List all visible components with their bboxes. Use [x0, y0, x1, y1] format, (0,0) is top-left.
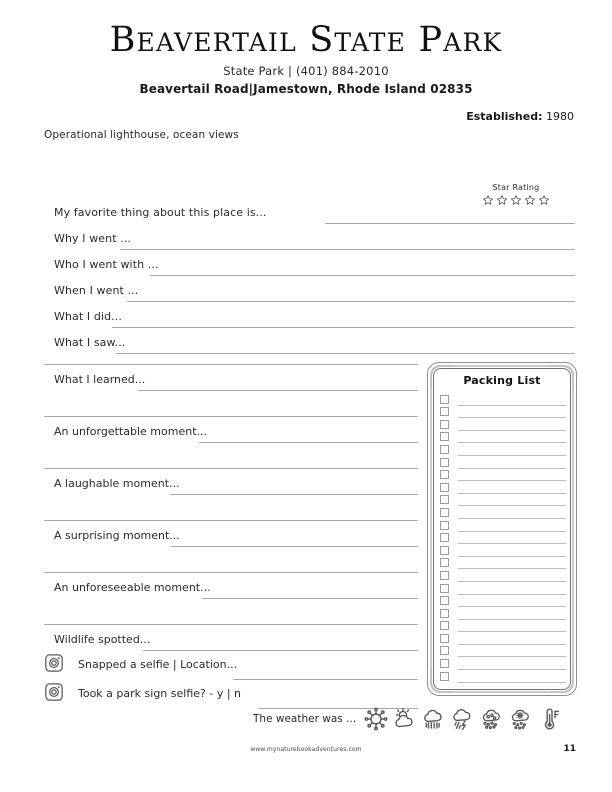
prompt-row	[44, 276, 575, 302]
thunderstorm-cloud-icon[interactable]	[451, 707, 475, 731]
packing-list-item	[440, 519, 566, 532]
packing-list-title: Packing List	[463, 374, 541, 387]
weather-icon-options[interactable]	[364, 707, 562, 731]
checkbox[interactable]	[440, 420, 449, 429]
prompt-row	[44, 417, 418, 443]
write-in-space[interactable]	[44, 547, 418, 572]
checkbox[interactable]	[440, 672, 449, 681]
sun-icon[interactable]	[364, 707, 388, 731]
checkbox[interactable]	[440, 495, 449, 504]
prompt-row	[44, 625, 418, 651]
packing-list-item	[440, 431, 566, 444]
page-title: Beavertail State Park	[109, 20, 503, 60]
prompt-label: Why I went ...	[54, 232, 132, 245]
checkbox[interactable]	[440, 521, 449, 530]
prompt-label: A surprising moment...	[54, 529, 180, 542]
checkbox[interactable]	[440, 584, 449, 593]
checkbox[interactable]	[440, 659, 449, 668]
rain-cloud-icon[interactable]	[422, 707, 446, 731]
prompt-row	[44, 328, 575, 354]
packing-list-item	[440, 657, 566, 670]
upper-prompt-section	[44, 198, 575, 354]
packing-list-item	[440, 469, 566, 482]
checkbox[interactable]	[440, 558, 449, 567]
park-description: Operational lighthouse, ocean views	[44, 129, 239, 141]
packing-list-item	[440, 544, 566, 557]
reflection-block	[44, 364, 418, 416]
reflection-block	[44, 416, 418, 468]
prompt-row	[44, 302, 575, 328]
packing-list-item	[440, 456, 566, 469]
write-in-line[interactable]	[171, 546, 418, 547]
selfie-row	[44, 680, 418, 709]
checkbox[interactable]	[440, 571, 449, 580]
prompt-label: What I saw...	[54, 336, 126, 349]
write-in-line[interactable]	[199, 442, 418, 443]
checkbox[interactable]	[440, 432, 449, 441]
reflection-section	[44, 364, 418, 709]
packing-list-item	[440, 569, 566, 582]
prompt-row	[44, 224, 575, 250]
thermometer-icon[interactable]	[538, 707, 562, 731]
camera-icon	[44, 682, 64, 706]
prompt-label: An unforgettable moment...	[54, 425, 207, 438]
packing-list-items	[440, 393, 566, 682]
packing-list-panel	[427, 362, 577, 696]
snow-cloud-icon[interactable]	[509, 707, 533, 731]
established-value: 1980	[546, 110, 574, 123]
weather-selector	[253, 707, 562, 731]
packing-list-item	[440, 481, 566, 494]
packing-list-item	[440, 670, 566, 683]
packing-list-item	[440, 557, 566, 570]
prompt-row	[44, 573, 418, 599]
camera-icon	[44, 653, 64, 677]
prompt-label: Wildlife spotted...	[54, 633, 151, 646]
reflection-block	[44, 468, 418, 520]
sun-behind-cloud-icon[interactable]	[393, 707, 417, 731]
packing-list-item	[440, 607, 566, 620]
reflection-block	[44, 520, 418, 572]
checkbox[interactable]	[440, 634, 449, 643]
checkbox[interactable]	[440, 621, 449, 630]
prompt-label: Who I went with ...	[54, 258, 159, 271]
page-number: 11	[563, 744, 576, 754]
star-rating-label: Star Rating	[492, 183, 540, 192]
write-in-line[interactable]	[170, 494, 418, 495]
checkbox[interactable]	[440, 407, 449, 416]
write-in-space[interactable]	[44, 495, 418, 520]
write-in-line[interactable]	[138, 390, 418, 391]
write-in-space[interactable]	[44, 443, 418, 468]
write-in-line[interactable]	[202, 598, 418, 599]
packing-list-item	[440, 506, 566, 519]
packing-list-item	[440, 645, 566, 658]
checkbox[interactable]	[440, 445, 449, 454]
write-in-line[interactable]	[458, 682, 566, 683]
prompt-row	[44, 521, 418, 547]
packing-list-item	[440, 532, 566, 545]
write-in-line[interactable]	[116, 353, 575, 354]
established-info	[466, 110, 574, 123]
packing-list-item	[440, 406, 566, 419]
established-label: Established:	[466, 110, 543, 123]
prompt-row	[44, 250, 575, 276]
sleet-cloud-icon[interactable]	[480, 707, 504, 731]
selfie-label: Took a park sign selfie? - y | n	[78, 687, 241, 700]
checkbox[interactable]	[440, 458, 449, 467]
write-in-space[interactable]	[44, 391, 418, 416]
packing-list-item	[440, 582, 566, 595]
packing-list-item	[440, 632, 566, 645]
checkbox[interactable]	[440, 508, 449, 517]
checkbox[interactable]	[440, 646, 449, 655]
prompt-label: A laughable moment...	[54, 477, 180, 490]
prompt-label: My favorite thing about this place is...	[54, 206, 267, 219]
prompt-row	[44, 198, 575, 224]
prompt-row	[44, 469, 418, 495]
park-address: Beavertail Road|Jamestown, Rhode Island 02835	[139, 82, 473, 96]
prompt-row	[44, 365, 418, 391]
park-subtitle: State Park | (401) 884-2010	[223, 64, 389, 78]
reflection-block	[44, 572, 418, 624]
checkbox[interactable]	[440, 546, 449, 555]
checkbox[interactable]	[440, 395, 449, 404]
prompt-label: An unforeseeable moment...	[54, 581, 211, 594]
packing-list-item	[440, 494, 566, 507]
write-in-space[interactable]	[44, 599, 418, 624]
weather-label: The weather was ...	[253, 713, 357, 725]
footer-url: www.mynaturebookadventures.com	[250, 746, 362, 753]
packing-list-item	[440, 595, 566, 608]
packing-list-item	[440, 620, 566, 633]
packing-list-item	[440, 443, 566, 456]
checkbox[interactable]	[440, 483, 449, 492]
packing-list-item	[440, 418, 566, 431]
reflection-block	[44, 624, 418, 651]
selfie-label: Snapped a selfie | Location...	[78, 658, 238, 671]
prompt-label: What I learned...	[54, 373, 146, 386]
selfie-row	[44, 651, 418, 680]
checkbox[interactable]	[440, 470, 449, 479]
checkbox[interactable]	[440, 596, 449, 605]
checkbox[interactable]	[440, 533, 449, 542]
prompt-label: What I did...	[54, 310, 122, 323]
prompt-label: When I went ...	[54, 284, 139, 297]
packing-list-item	[440, 393, 566, 406]
checkbox[interactable]	[440, 609, 449, 618]
